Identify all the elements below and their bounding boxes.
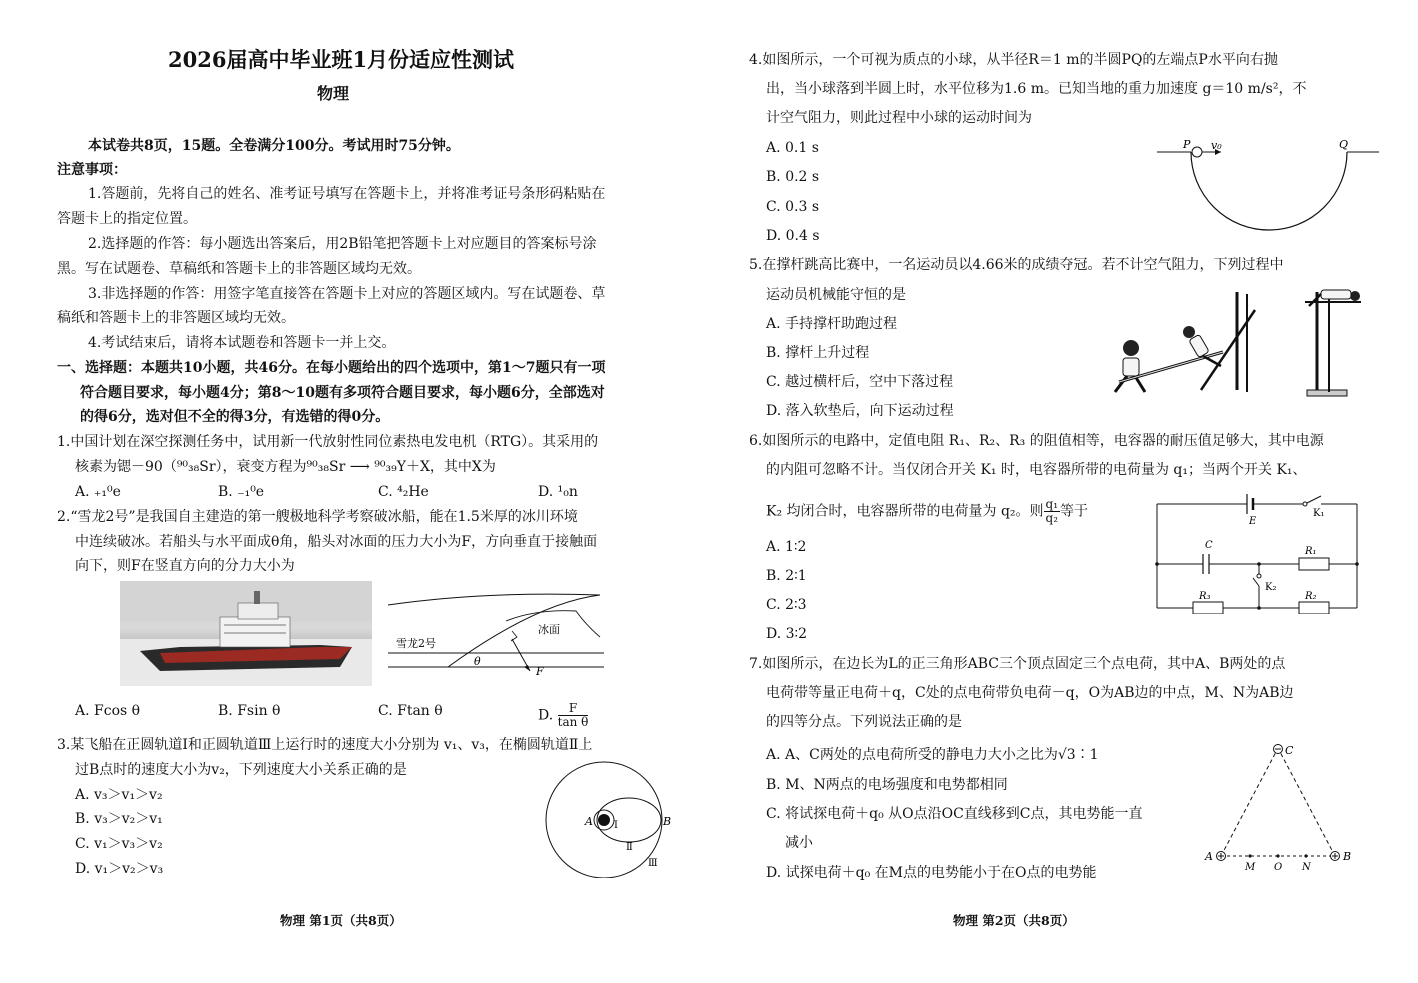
ship-force-diagram [386,581,606,681]
question-6-option-a[interactable]: A. 1∶2 [766,539,807,555]
question-4-stem: 计空气阻力，则此过程中小球的运动时间为 [766,110,1032,126]
question-5-stem: 5.在撑杆跳高比赛中，一名运动员以4.66米的成绩夺冠。若不计空气阻力，下列过程中 [749,257,1284,273]
notice-line: 1.答题前，先将自己的姓名、准考证号填写在答题卡上，并将准考证号条形码粘贴在 [88,186,606,202]
ice-label: 冰面 [538,623,560,636]
fraction-denominator: q₂ [1045,511,1059,525]
question-4-stem: 4.如图所示，一个可视为质点的小球，从半径R＝1 m的半圆PQ的左端点P水平向右抛 [749,52,1278,68]
exam-title: 2026届高中毕业班1月份适应性测试 [168,47,515,72]
question-2-option-d[interactable] [538,702,588,729]
question-3-option-d[interactable]: D. v₁＞v₂＞v₃ [75,861,164,877]
point-n-label: N [1302,862,1311,872]
emf-label: E [1249,516,1257,527]
point-q-label: Q [1339,138,1349,151]
point-p-label: P [1183,138,1191,151]
question-7-option-a[interactable]: A. A、C两处的点电荷所受的静电力大小之比为√3∶1 [766,747,1099,763]
question-4-option-a[interactable]: A. 0.1 s [766,140,819,156]
question-4-option-d[interactable]: D. 0.4 s [766,228,820,244]
question-1-option-c[interactable]: C. ⁴₂He [378,484,429,500]
notice-line: 黑。写在试题卷、草稿纸和答题卡上的非答题区域均无效。 [57,261,421,277]
resistor-r2-label: R₂ [1305,591,1317,602]
question-2-option-b[interactable]: B. Fsin θ [218,703,281,719]
ship-icon [120,581,372,686]
question-2-option-a[interactable]: A. Fcos θ [75,703,141,719]
question-1-option-d[interactable]: D. ¹₀n [538,484,578,500]
question-6-stem-fraction-line [766,498,1088,525]
pole-vault-illustration [1109,286,1365,398]
question-2-option-c[interactable]: C. Ftan θ [378,703,443,719]
question-1-option-a[interactable]: A. ₊₁⁰e [75,484,121,500]
page-footer: 物理 第1页（共8页） [280,913,402,928]
question-1-stem: 核素为锶－90（⁹⁰₃₈Sr），衰变方程为⁹⁰₃₈Sr ⟶ ⁹⁰₃₉Y＋X，其中X为 [75,459,496,475]
section-heading: 符合题目要求，每小题4分；第8～10题有多项符合题目要求，每小题6分，全部选对 [80,385,605,401]
section-heading: 的得6分，选对但不全的得3分，有选错的得0分。 [80,409,390,425]
charge-c-label: C [1285,744,1294,757]
orbit-label-1: Ⅰ [614,820,618,831]
question-1-stem: 1.中国计划在深空探测任务中，试用新一代放射性同位素热电发电机（RTG）。其采用的 [57,434,599,450]
orbit-point-a: A [585,815,593,828]
question-7-stem: 的四等分点。下列说法正确的是 [766,714,962,730]
page-footer: 物理 第2页（共8页） [953,913,1075,928]
question-1-option-b[interactable]: B. ₋₁⁰e [218,484,265,500]
theta-label: θ [474,655,481,668]
question-3-option-b[interactable]: B. v₃＞v₂＞v₁ [75,811,163,827]
fraction-numerator: q₁ [1045,497,1059,511]
orbit-diagram [540,760,680,878]
triangle-charges-diagram [1199,738,1379,872]
question-3-stem: 过B点时的速度大小为v₂，下列速度大小关系正确的是 [75,762,407,778]
right-page [709,0,1418,983]
icebreaker-photo [120,581,372,686]
fraction-line-prefix: K₂ 均闭合时，电容器所带的电荷量为 q₂。则 [766,503,1044,520]
question-7-stem: 电荷带等量正电荷＋q，C处的点电荷带负电荷－q，O为AB边的中点，M、N为AB边 [766,685,1294,701]
ship-label: 雪龙2号 [396,637,436,650]
notice-line: 4.考试结束后，请将本试题卷和答题卡一并上交。 [88,335,396,351]
question-5-option-d[interactable]: D. 落入软垫后，向下运动过程 [766,403,954,419]
capacitor-label: C [1205,540,1213,551]
q1-over-q2-fraction [1044,498,1061,525]
question-5-option-b[interactable]: B. 撑杆上升过程 [766,345,870,361]
question-2-stem: 中连续破冰。若船头与水平面成θ角，船头对冰面的压力大小为F，方向垂直于接触面 [75,534,598,550]
switch-k2-label: K₂ [1265,582,1277,593]
question-4-stem: 出，当小球落到半圆上时，水平位移为1.6 m。已知当地的重力加速度 g＝10 m/s²，不 [766,81,1307,97]
question-5-option-a[interactable]: A. 手持撑杆助跑过程 [766,316,898,332]
question-5-option-c[interactable]: C. 越过横杆后，空中下落过程 [766,374,954,390]
orbit-label-2: Ⅱ [626,842,633,853]
switch-k1-label: K₁ [1313,508,1325,519]
notice-line: 2.选择题的作答：每小题选出答案后，用2B铅笔把答题卡上对应题目的答案标号涂 [88,236,597,252]
charge-a-label: A [1205,850,1213,863]
question-3-stem: 3.某飞船在正圆轨道Ⅰ和正圆轨道Ⅲ上运行时的速度大小分别为 v₁、v₃，在椭圆轨道Ⅱ上 [57,737,593,753]
question-7-option-b[interactable]: B. M、N两点的电场强度和电势都相同 [766,777,1008,793]
question-3-option-a[interactable]: A. v₃＞v₁＞v₂ [75,787,163,803]
question-6-stem: 的内阻可忽略不计。当仅闭合开关 K₁ 时，电容器所带的电荷量为 q₁；当两个开关 K₁、 [766,462,1307,478]
resistor-r3-label: R₃ [1199,591,1211,602]
question-6-option-b[interactable]: B. 2∶1 [766,568,807,584]
resistor-r1-label: R₁ [1305,546,1317,557]
circuit-diagram [1153,490,1363,614]
question-6-option-d[interactable]: D. 3∶2 [766,626,808,642]
question-2-stem: 2.“雪龙2号”是我国自主建造的第一艘极地科学考察破冰船，能在1.5米厚的冰川环境 [57,509,578,525]
question-4-option-b[interactable]: B. 0.2 s [766,169,820,185]
question-5-stem: 运动员机械能守恒的是 [766,287,906,303]
notice-heading: 注意事项： [57,162,127,178]
fraction-denominator: tan θ [557,715,589,729]
question-3-option-c[interactable]: C. v₁＞v₃＞v₂ [75,836,163,852]
question-7-option-d[interactable]: D. 试探电荷＋q₀ 在M点的电势能小于在O点的电势能 [766,865,1097,881]
question-2-stem: 向下，则F在竖直方向的分力大小为 [75,558,295,574]
question-7-option-c-continued: 减小 [785,835,813,851]
option-d-fraction [558,702,589,729]
question-7-option-c[interactable]: C. 将试探电荷＋q₀ 从O点沿OC直线移到C点，其电势能一直 [766,806,1143,822]
option-d-prefix: D. [538,707,554,724]
charge-b-label: B [1343,850,1352,863]
orbit-point-b: B [663,815,672,828]
notice-line: 3.非选择题的作答：用签字笔直接答在答题卡上对应的答题区域内。写在试题卷、草 [88,286,606,302]
notice-line: 答题卡上的指定位置。 [57,211,197,227]
point-o-label: O [1274,862,1283,872]
section-heading: 一、选择题：本题共10小题，共46分。在每小题给出的四个选项中，第1～7题只有一项 [57,360,606,376]
fraction-numerator: F [558,702,589,716]
orbit-label-3: Ⅲ [648,858,658,869]
question-6-option-c[interactable]: C. 2∶3 [766,597,807,613]
v0-label: v₀ [1211,139,1222,152]
question-4-option-c[interactable]: C. 0.3 s [766,199,820,215]
subject-title: 物理 [317,84,350,103]
notice-line: 稿纸和答题卡上的非答题区域均无效。 [57,310,295,326]
fraction-line-suffix: 等于 [1060,503,1089,520]
force-label: F [536,665,544,678]
semicircle-diagram [1153,136,1383,236]
question-6-stem: 6.如图所示的电路中，定值电阻 R₁、R₂、R₃ 的阻值相等，电容器的耐压值足够大，其中电源 [749,433,1324,449]
question-7-stem: 7.如图所示，在边长为L的正三角形ABC三个顶点固定三个点电荷，其中A、B两处的点 [749,656,1286,672]
exam-intro: 本试卷共8页，15题。全卷满分100分。考试用时75分钟。 [88,138,460,154]
point-m-label: M [1245,862,1256,872]
